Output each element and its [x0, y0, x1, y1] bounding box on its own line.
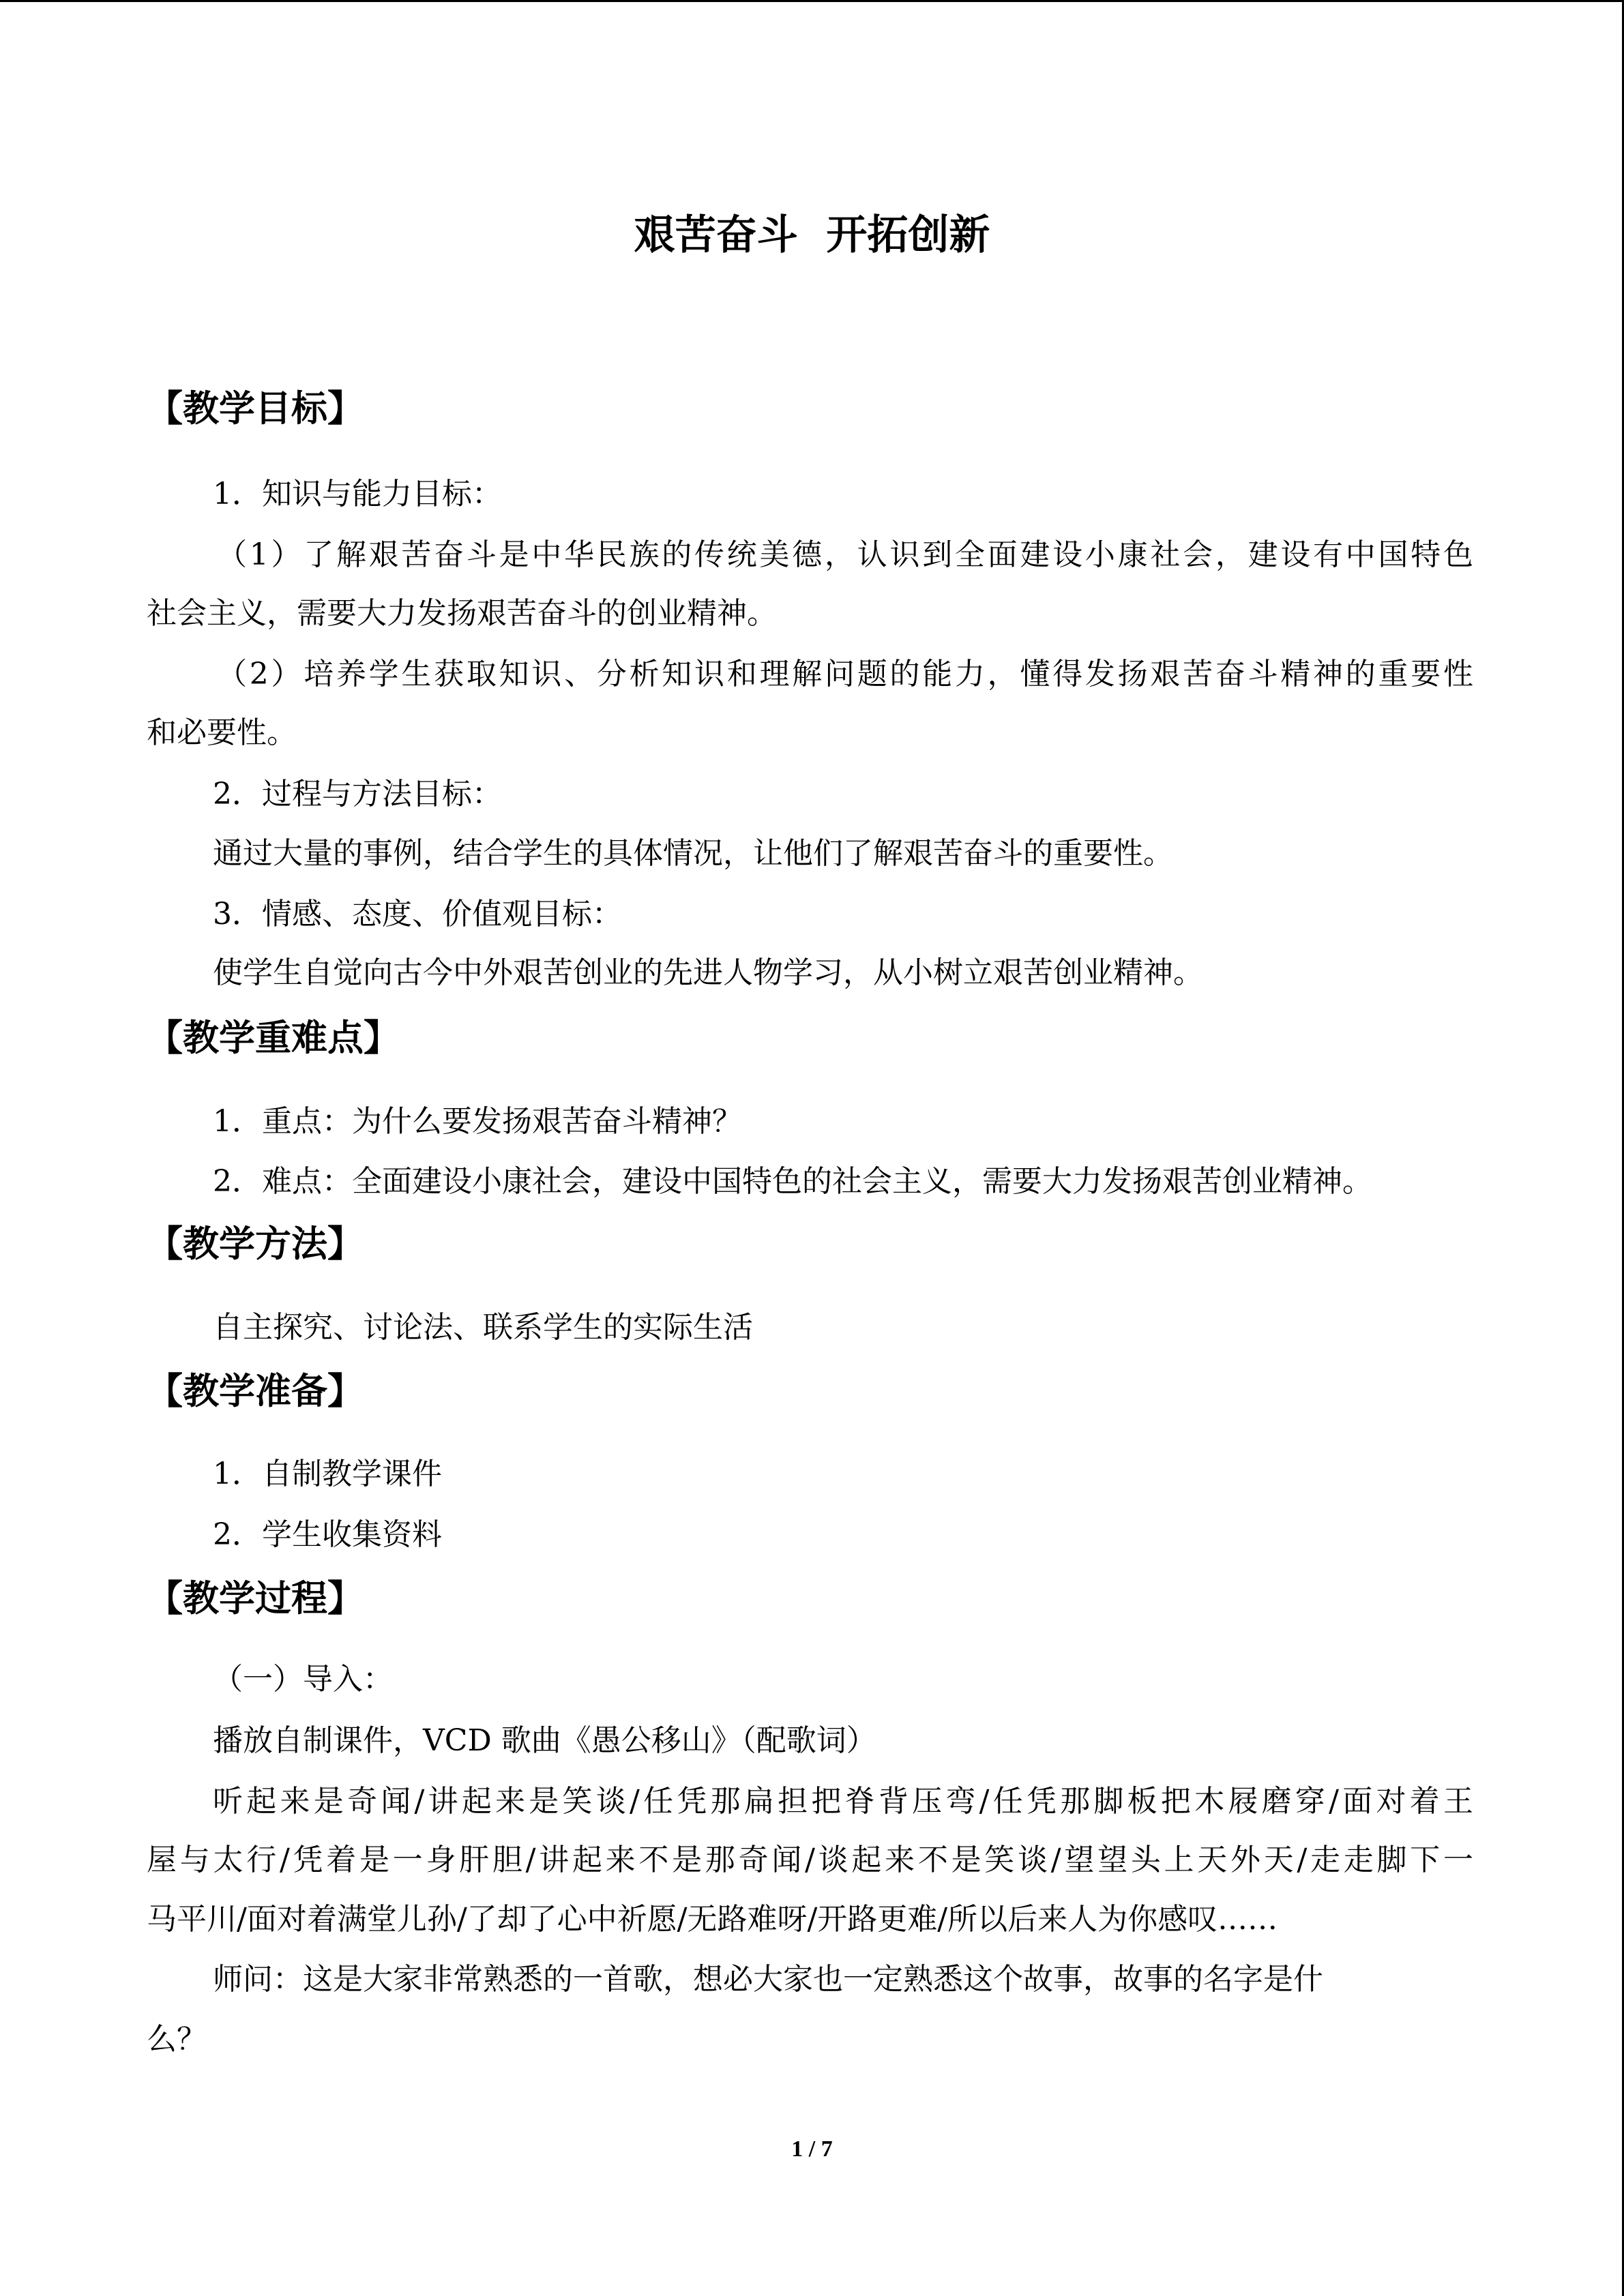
- introduction-label: （一）导入：: [213, 1662, 393, 1697]
- page-title: 艰苦奋斗 开拓创新: [634, 211, 990, 259]
- methods-heading: 【教学方法】: [147, 1223, 364, 1265]
- teacher-question-line-2: 么？: [147, 2022, 207, 2057]
- objectives-heading: 【教学目标】: [147, 388, 364, 430]
- teaching-methods-text: 自主探究、讨论法、联系学生的实际生活: [213, 1310, 753, 1345]
- teaching-focus-text: 1．重点：为什么要发扬艰苦奋斗精神？: [213, 1104, 742, 1139]
- preparation-heading: 【教学准备】: [147, 1371, 364, 1412]
- key-points-heading: 【教学重难点】: [147, 1017, 400, 1059]
- process-heading: 【教学过程】: [147, 1578, 364, 1620]
- preparation-item-1: 1．自制教学课件: [213, 1457, 442, 1491]
- emotion-objective-text: 使学生自觉向古今中外艰苦创业的先进人物学习，从小树立艰苦创业精神。: [213, 955, 1203, 990]
- knowledge-objective-2-line-2: 和必要性。: [147, 715, 297, 750]
- song-lyrics-line-1: 听起来是奇闻/讲起来是笑谈/任凭那扁担把脊背压弯/任凭那脚板把木屐磨穿/面对着王: [213, 1784, 1473, 1819]
- top-page-border: [0, 0, 1624, 2]
- song-lyrics-line-3: 马平川/面对着满堂儿孙/了却了心中祈愿/无路难呀/开路更难/所以后来人为你感叹……: [147, 1902, 1278, 1937]
- introduction-text: 播放自制课件，VCD 歌曲《愚公移山》（配歌词）: [213, 1723, 876, 1758]
- song-lyrics-line-2: 屋与太行/凭着是一身肝胆/讲起来不是那奇闻/谈起来不是笑谈/望望头上天外天/走走脚下一: [147, 1843, 1473, 1877]
- page-number: 1 / 7: [791, 2136, 833, 2162]
- preparation-item-2: 2．学生收集资料: [213, 1517, 442, 1552]
- teaching-difficulty-text: 2．难点：全面建设小康社会，建设中国特色的社会主义，需要大力发扬艰苦创业精神。: [213, 1164, 1372, 1199]
- process-objective-label: 2．过程与方法目标：: [213, 777, 502, 811]
- process-objective-text: 通过大量的事例，结合学生的具体情况，让他们了解艰苦奋斗的重要性。: [213, 836, 1173, 871]
- knowledge-objective-label: 1．知识与能力目标：: [213, 477, 502, 511]
- emotion-objective-label: 3．情感、态度、价值观目标：: [213, 897, 622, 931]
- knowledge-objective-1-line-2: 社会主义，需要大力发扬艰苦奋斗的创业精神。: [147, 596, 777, 631]
- knowledge-objective-1-line-1: （1）了解艰苦奋斗是中华民族的传统美德，认识到全面建设小康社会，建设有中国特色: [217, 537, 1473, 572]
- knowledge-objective-2-line-1: （2）培养学生获取知识、分析知识和理解问题的能力，懂得发扬艰苦奋斗精神的重要性: [217, 657, 1473, 691]
- teacher-question-line-1: 师问：这是大家非常熟悉的一首歌，想必大家也一定熟悉这个故事，故事的名字是什: [213, 1962, 1323, 1997]
